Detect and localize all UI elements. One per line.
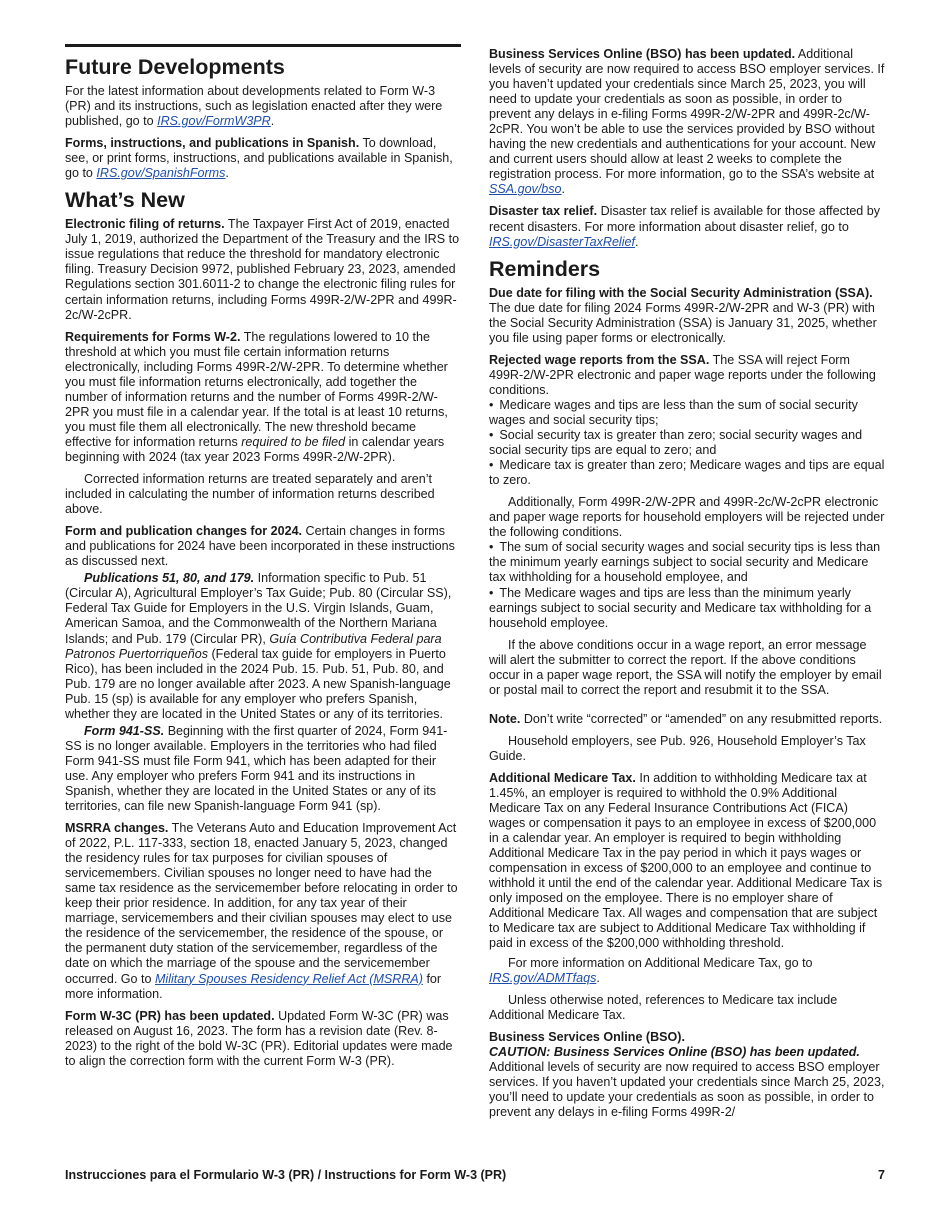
list-item: • The sum of social security wages and social security tips is less than the minimum yearly earnings subject to social security and Medicare tax withholding for a household employee, and [489,540,885,585]
link-disaster-relief[interactable]: IRS.gov/DisasterTaxRelief [489,234,635,249]
heading-reminders: Reminders [489,256,601,281]
paragraph-disaster: Disaster tax relief. Disaster tax relief is available for those affected by recent disasters. For more information about disaster relief, go to IRS.gov/DisasterTaxRelief. [489,204,881,249]
paragraph-requirements: Requirements for Forms W-2. The regulations lowered to 10 the threshold at which you must file certain information returns electronically, including Forms 499R-2/W-2PR. To determine whether you must file information returns electronically, add together the number of information returns and the number of Forms 499R-2/W-2PR you must file in a calendar year. If the total is at least 10 returns, you must file them all electronically. The new threshold became effective for information returns required to be filed in calendar years beginning with 2024 (tax year 2023 Forms 499R-2/W-2PR). [65,329,448,464]
link-admt-faqs[interactable]: IRS.gov/ADMTfaqs [489,970,597,985]
paragraph-bso-caution: CAUTION: Business Services Online (BSO) has been updated. [489,1044,860,1059]
paragraph-additional-medicare: Additional Medicare Tax. In addition to withholding Medicare tax at 1.45%, an employer is required to withhold the 0.9% Additional Medicare Tax on any Federal Insurance Contributions Act (FICA) wages or compensation it pays to an employee in excess of $200,000 in a calendar year. An employer is required to begin withholding Additional Medicare Tax in the pay period in which it pays wages or compensation in excess of $200,000 to an employee and continue to withhold it until the end of the calendar year. Additional Medicare Tax is only imposed on the employee. There is no employer share of Additional Medicare Tax. All wages and compensation that are subject to Medicare tax are subject to Additional Medicare Tax withholding if paid in excess of the $200,000 withholding threshold. [489,770,883,951]
link-ssa-bso[interactable]: SSA.gov/bso [489,182,562,197]
paragraph-note: Note. Don’t write “corrected” or “amended” on any resubmitted reports. [489,711,883,726]
paragraph-amt-more: For more information on Additional Medicare Tax, go to IRS.gov/ADMTfaqs. [489,955,813,985]
paragraph-unless: Unless otherwise noted, references to Medicare tax include Additional Medicare Tax. [489,992,838,1022]
paragraph-household-employers: Household employers, see Pub. 926, Household Employer’s Tax Guide. [489,733,866,763]
left-column [65,44,461,1076]
paragraph-efile: Electronic filing of returns. The Taxpayer First Act of 2019, enacted July 1, 2019, authorized the Department of the Treasury and the IRS to issue regulations that reduce the threshold for mandatory electronic filing. Treasury Decision 9972, published February 23, 2023, amended Regulations section 301.6011-2 to change the electronic filing rules for certain information returns, including Forms 499R-2/W-2PR and 499R-2c/W-2cPR. [65,217,460,322]
paragraph-corrected: Corrected information returns are treated separately and aren’t included in calculating the number of information returns described above. [65,472,435,517]
paragraph-msrra: MSRRA changes. The Veterans Auto and Education Improvement Act of 2022, P.L. 117-333, section 18, enacted January 5, 2023, changed the residency rules for tax purposes for civilian spouses of servicemembers. Civilian spouses no longer need to have had the same tax residence as the servicemember before relocating in order to keep their prior residence. In addition, for any tax year of their marriage, servicemembers and their civilian spouses may elect to use the residence of the servicemember, the residence of the spouse, or the permanent duty station of the servicemember, regardless of the date on which the marriage of the spouse and the servicemember occurred. Go to Military Spouses Residency Relief Act (MSRRA) for more information. [65,821,458,1001]
paragraph-spanish: Forms, instructions, and publications in Spanish. To download, see, or print forms, instructions, and publications available in Spanish, go to IRS.gov/SpanishForms. [65,136,453,181]
heading-whats-new: What’s New [65,188,185,213]
list-item: • The Medicare wages and tips are less than the minimum yearly earnings subject to social security and Medicare tax withholding for a household employee. [489,586,885,631]
heading-future-developments: Future Developments [65,55,285,79]
page-footer [65,1168,885,1182]
paragraph-due-date: Due date for filing with the Social Security Administration (SSA). The due date for filing 2024 Forms 499R-2/W-2PR and W-3 (PR) with the Social Security Administration (SSA) is January 31, 2025, whether you file using paper forms or electronically. [489,285,877,345]
paragraph-bso: Business Services Online (BSO). [489,1029,685,1044]
household-conditions-list [489,540,885,630]
link-formw3pr[interactable]: IRS.gov/FormW3PR [157,114,271,129]
paragraph-household-conditions: Additionally, Form 499R-2/W-2PR and 499R-2c/W-2cPR electronic and paper wage reports for household employers will be rejected under the following conditions. [489,495,885,540]
footer-title: Instrucciones para el Formulario W-3 (PR) / Instructions for Form W-3 (PR) [65,1168,507,1182]
paragraph-rejected: Rejected wage reports from the SSA. The SSA will reject Form 499R-2/W-2PR electronic and paper wage reports under the following conditions. [489,352,876,397]
paragraph-form-941ss: Form 941-SS. Beginning with the first quarter of 2024, Form 941-SS is no longer available. Employers in the territories who had filed Form 941-SS must file Form 941, which has been adapted for their use. Any employer who prefers Form 941 and its instructions in Spanish, whether they are located in the United States or any of its territories, can file new Spanish-language Form 941 (sp). [65,723,448,814]
paragraph-bso-text: Additional levels of security are now required to access BSO employer services. If you haven’t updated your credentials since March 25, 2023, you’ll need to update your credentials as soon as possible, in order to prevent any delays in e-filing Forms 499R-2/ [489,1059,885,1119]
list-item: • Medicare wages and tips are less than the sum of social security wages and social security tips; [489,398,885,428]
paragraph-bso-updated: Business Services Online (BSO) has been updated. Additional levels of security are now required to access BSO employer services. If you haven’t updated your credentials since March 25, 2023, you will need to update your credentials as soon as possible, in order to prevent any delays in e-filing Forms 499R-2/W-2PR and 499R-2c/W-2cPR. You won’t be able to use the services provided by BSO without having the new credentials and authentications for your account. New and current users should allow at least 2 weeks to complete the registration process. For more information, go to the SSA’s website at SSA.gov/bso. [489,47,885,197]
link-spanish-forms[interactable]: IRS.gov/SpanishForms [96,166,226,181]
link-msrra[interactable]: Military Spouses Residency Relief Act (MSRRA) [154,971,423,986]
paragraph-form-changes: Form and publication changes for 2024. Certain changes in forms and publications for 2024 have been incorporated in these instructions as discussed next. [65,524,455,569]
paragraph-publications: Publications 51, 80, and 179. Information specific to Pub. 51 (Circular A), Agricultural Employer’s Tax Guide; Pub. 80 (Circular SS), Federal Tax Guide for Employers in the U.S. Virgin Islands, Guam, American Samoa, and the Commonwealth of the Northern Mariana Islands; and Pub. 179 (Circular PR), Guía Contributiva Federal para Patronos Puertorriqueños (Federal tax guide for employers in Puerto Rico), has been included in the 2024 Pub. 15. Pub. 51, Pub. 80, and Pub. 179 are no longer available after 2023. A new Spanish-language Pub. 15 (sp) is available for any employer who prefers Spanish, whether they are located in the United States or any of its territories. [65,571,452,721]
rejected-conditions-list [489,398,885,488]
paragraph-w3c: Form W-3C (PR) has been updated. Updated Form W-3C (PR) was released on August 16, 2023. The form has a revision date (Rev. 8-2023) to the right of the bold W-3C (PR). Editorial updates were made to align the correction form with the current Form W-3 (PR). [65,1008,453,1068]
right-column [489,47,885,1127]
page-number: 7 [878,1168,885,1182]
list-item: • Medicare tax is greater than zero; Medicare wages and tips are equal to zero. [489,458,885,488]
paragraph-future: For the latest information about developments related to Form W-3 (PR) and its instructions, such as legislation enacted after they were published, go to IRS.gov/FormW3PR. [65,84,443,129]
paragraph-if-conditions: If the above conditions occur in a wage report, an error message will alert the submitter to correct the report. If the above conditions occur in a paper wage report, the SSA will notify the employer by email or postal mail to correct the report and resubmit it to the SSA. [489,637,882,697]
list-item: • Social security tax is greater than zero; social security wages and social security tips are equal to zero; and [489,428,885,458]
